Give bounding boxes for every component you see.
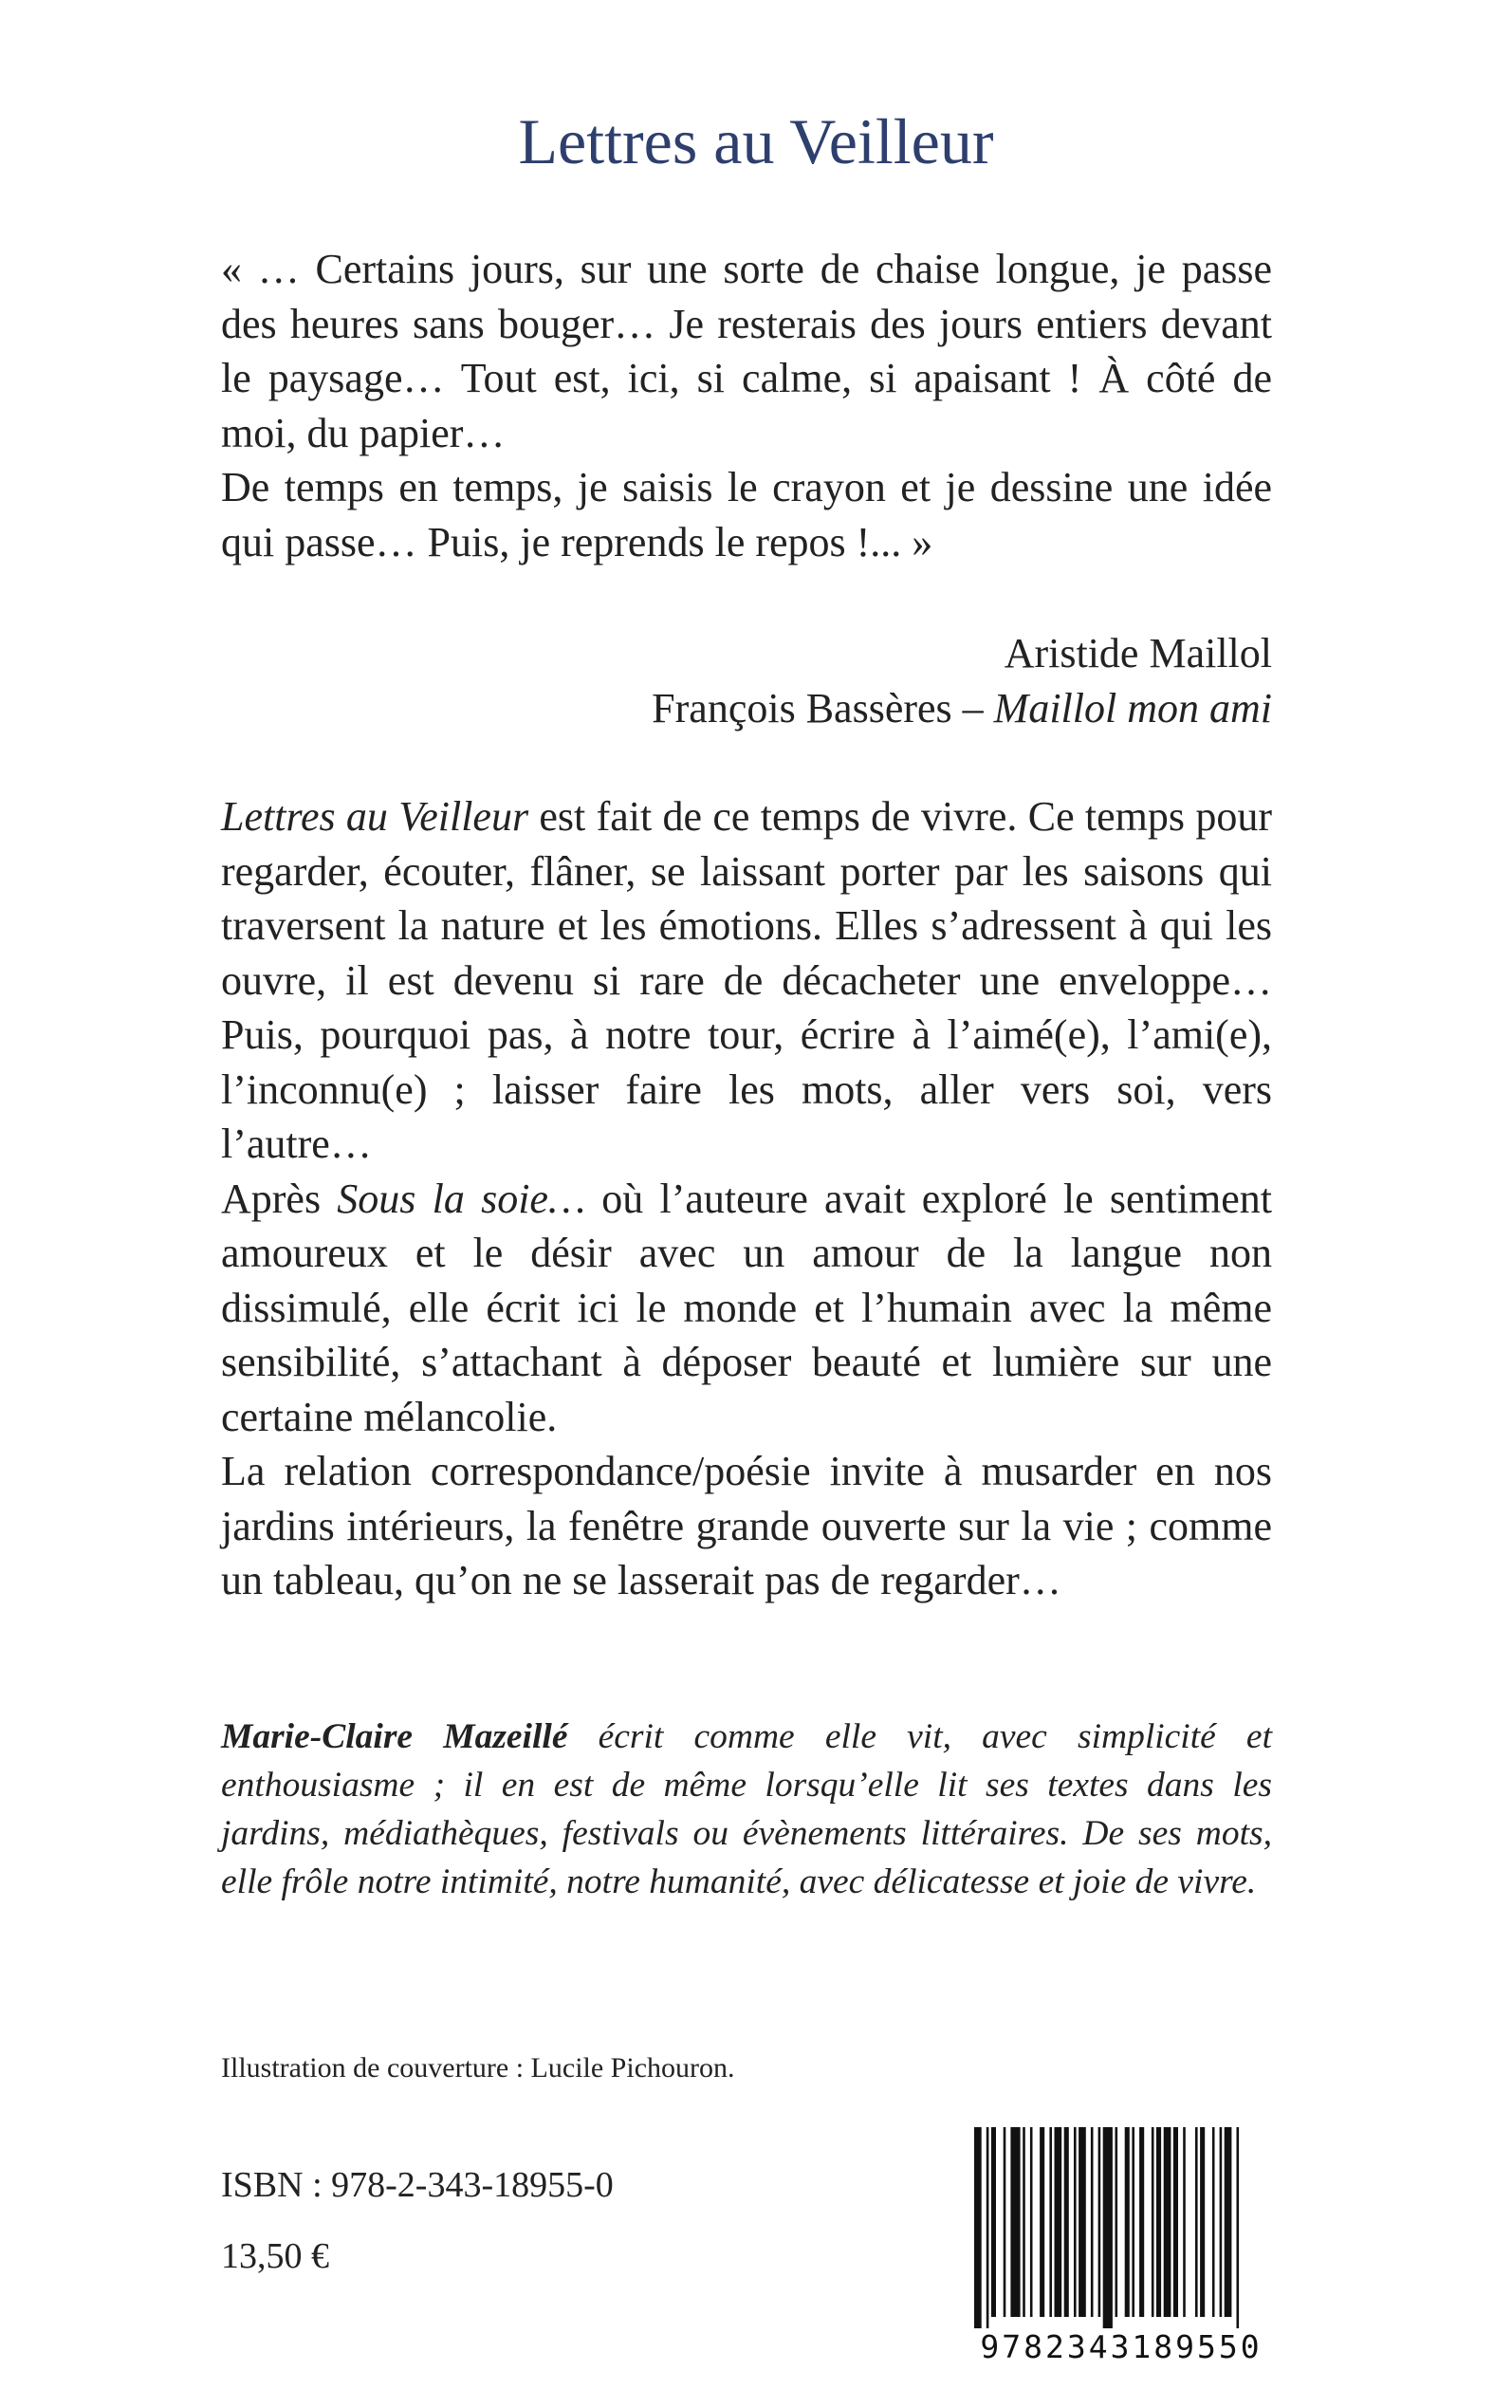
author-bio-text: écrit comme elle vit, avec simplicité et enthousiasme ; il en est de même lorsqu’elle lit ses textes dans les jardins, médiathèques, festivals ou évènements littéraires. De ses mots, elle frôle notre intimité, notre humanité, avec délicatesse et joie de vivre. [221,1717,1272,1901]
barcode-digits: 9782343189550 [980,2328,1263,2364]
barcode-bar [1049,2127,1052,2317]
price: 13,50 € [221,2236,329,2276]
barcode-bar [1023,2127,1025,2317]
quote-attribution [652,626,1272,735]
barcode-bar [1132,2127,1134,2317]
blurb-previous-title: Sous la soie… [337,1175,586,1222]
barcode-bar [1040,2127,1044,2317]
barcode-bar [991,2127,996,2317]
book-title: Lettres au Veilleur [518,105,994,177]
barcode-bar [1125,2127,1130,2317]
barcode-bar [1164,2127,1171,2317]
author-name: Marie-Claire Mazeillé [221,1717,568,1756]
epigraph-quote [221,242,1272,569]
barcode-bar [1195,2127,1198,2317]
illustration-credit: Illustration de couverture : Lucile Pichouron. [221,2052,735,2084]
barcode-bar [1139,2127,1144,2317]
barcode [972,2127,1271,2364]
author-bio [221,1713,1272,1906]
quote-paragraph-2: De temps en temps, je saisis le crayon et je dessine une idée qui passe… Puis, je reprends le repos !... » [221,464,1272,565]
blurb-paragraph-1-text: est fait de ce temps de vivre. Ce temps pour regarder, écouter, flâner, se laissant porter par les saisons qui traversent la nature et les émotions. Elles s’adressent à qui les ouvre, il est devenu si rare de décacheter une enveloppe… Puis, pourquoi pas, à notre tour, écrire à l’aimé(e), l’ami(e), l’inconnu(e) ; laisser faire les mots, aller vers soi, vers l’autre… [221,793,1272,1167]
blurb-book-title: Lettres au Veilleur [221,793,529,840]
barcode-bar [1010,2127,1020,2317]
barcode-bar [1200,2127,1205,2317]
barcode-bar [1183,2127,1186,2317]
barcode-bar [1116,2127,1118,2317]
barcode-bars [974,2127,1239,2328]
barcode-bar [974,2127,982,2328]
attribution-source-title: Maillol mon ami [993,684,1272,732]
barcode-bar [1079,2127,1086,2317]
barcode-bar [1103,2127,1113,2328]
barcode-bar [1156,2127,1161,2317]
isbn: ISBN : 978-2-343-18955-0 [221,2165,614,2205]
barcode-bar [1030,2127,1033,2317]
barcode-bar [1004,2127,1006,2317]
barcode-bar [1173,2127,1178,2317]
barcode-bar [986,2127,989,2328]
barcode-bar [1091,2127,1094,2317]
barcode-bar [1212,2127,1215,2317]
blurb-paragraph-1 [221,789,1272,1172]
blurb [221,789,1272,1608]
attribution-source [652,681,1272,736]
blurb-paragraph-3: La relation correspondance/poésie invite à musarder en nos jardins intérieurs, la fenêtre grande ouverte sur la vie ; comme un tableau, qu’on ne se lasserait pas de regarder… [221,1448,1272,1603]
barcode-bar [1055,2127,1062,2317]
author-bio-paragraph [221,1713,1272,1906]
blurb-paragraph-2-text: où l’auteure avait exploré le sentiment amoureux et le désir avec un amour de la langue non dissimulé, elle écrit ici le monde et l’humain avec la même sensibilité, s’attachant à déposer beauté et lumière sur une certaine mélancolie. [221,1175,1272,1440]
blurb-paragraph-2-start: Après [221,1175,338,1222]
barcode-bar [1152,2127,1154,2317]
barcode-bar [1064,2127,1069,2317]
attribution-source-author: François Bassères – [652,684,994,732]
barcode-bar [1098,2127,1101,2317]
quote-paragraph-1: « … Certains jours, sur une sorte de chaise longue, je passe des heures sans bouger… Je resterais des jours entiers devant le paysage… Tout est, ici, si calme, si apaisant ! À côté de moi, du papier… [221,246,1272,456]
attribution-author: Aristide Maillol [1004,630,1272,676]
barcode-bar [1074,2127,1077,2317]
barcode-bar [1225,2127,1232,2317]
barcode-bar [1237,2127,1240,2328]
blurb-paragraph-2 [221,1172,1272,1445]
barcode-bar [1220,2127,1223,2317]
